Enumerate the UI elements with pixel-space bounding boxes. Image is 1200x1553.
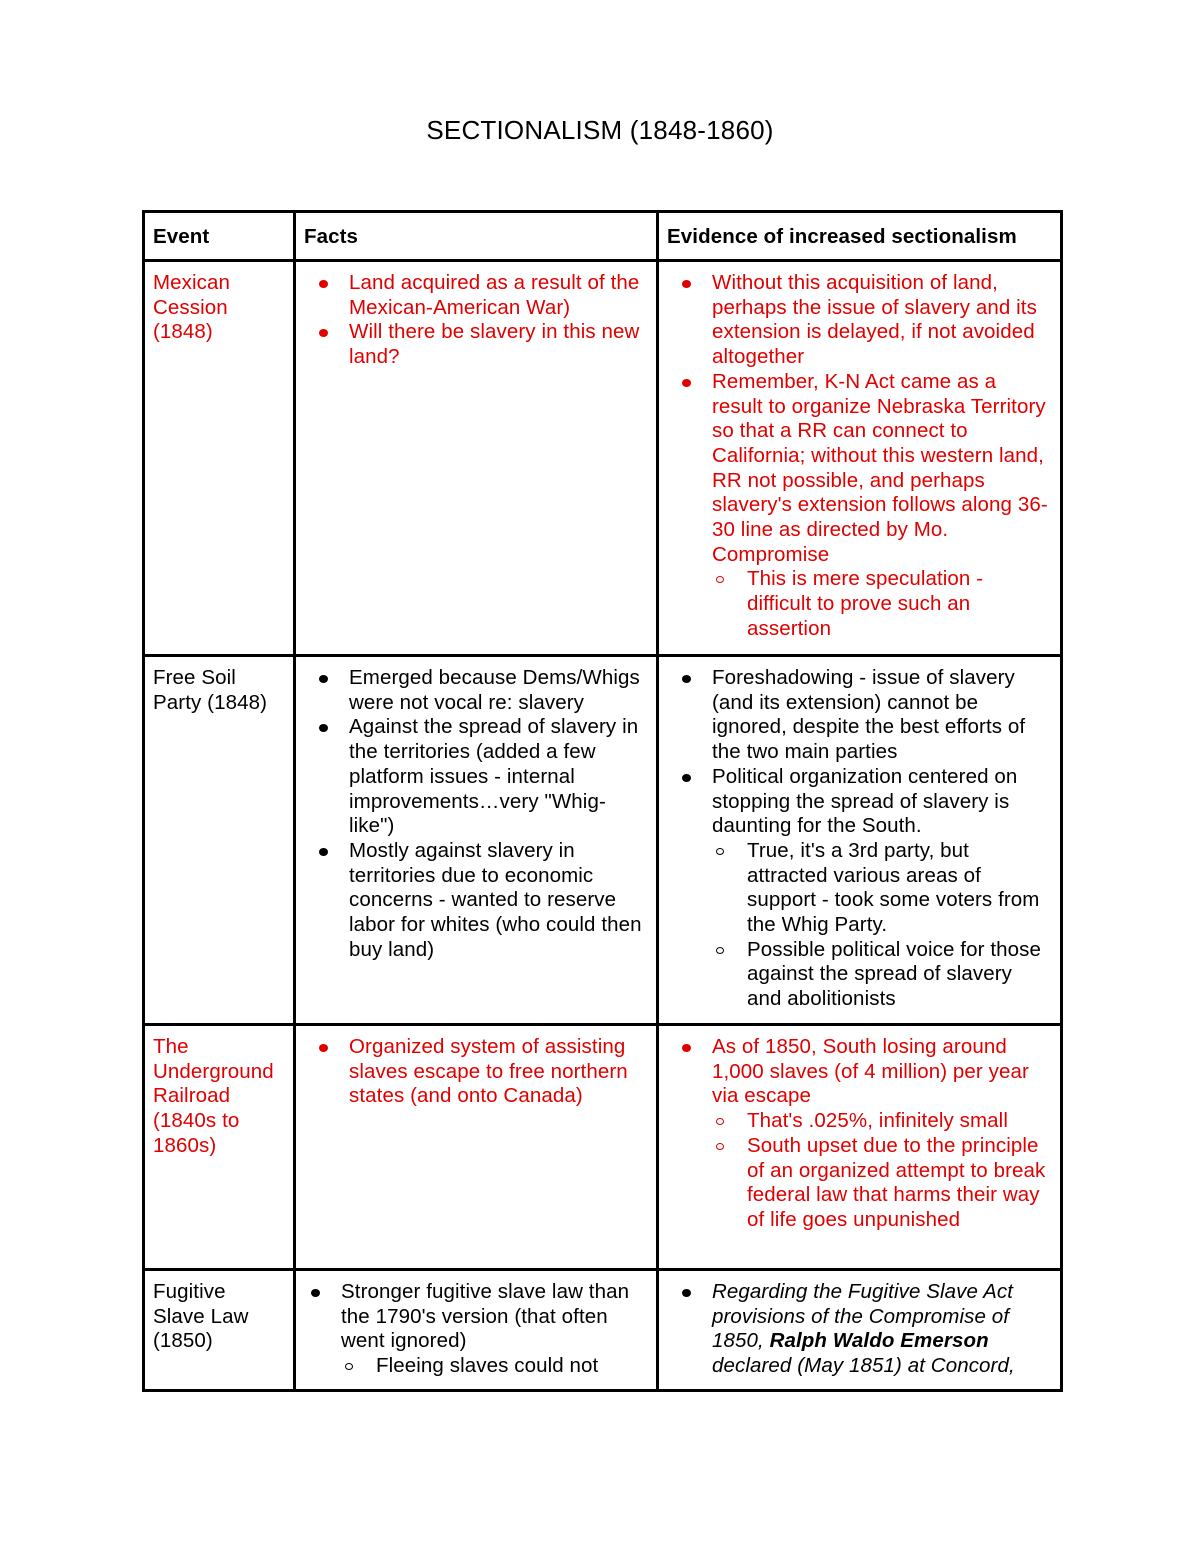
emerson-quote-context: declared (May 1851) at Concord, [712, 1354, 1015, 1378]
evidence-cell [658, 1025, 1062, 1270]
list-item: Without this acquisition of land, perhaps the issue of slavery and its extension is delayed, if not avoided altogether [712, 271, 1052, 370]
list-item-text: Political organization centered on stopping the spread of slavery is daunting for the South. [712, 764, 1018, 838]
sub-list-item: South upset due to the principle of an organized attempt to break federal law that harms their way of life goes unpunished [747, 1134, 1052, 1233]
event-cell: Fugitive Slave Law (1850) [144, 1270, 295, 1391]
event-cell: Free Soil Party (1848) [144, 656, 295, 1025]
facts-cell [295, 656, 658, 1025]
list-item-text: Remember, K-N Act came as a result to organize Nebraska Territory so that a RR can connect to California; without this western land, RR not possible, and perhaps slavery's extension follows along 36-30 line as directed by Mo. Compromise [712, 369, 1048, 566]
list-item [712, 1035, 1052, 1233]
table-row [144, 1025, 1062, 1270]
sub-list-item: That's .025%, infinitely small [747, 1109, 1052, 1134]
header-row [144, 212, 1062, 261]
sub-list-item: This is mere speculation - difficult to prove such an assertion [747, 567, 1052, 641]
list-item: Against the spread of slavery in the territories (added a few platform issues - internal improvements…very "Whig-like") [349, 715, 648, 839]
list-item: Land acquired as a result of the Mexican-American War) [349, 271, 648, 320]
list-item [712, 1280, 1052, 1379]
list-item-text: As of 1850, South losing around 1,000 slaves (of 4 million) per year via escape [712, 1035, 1029, 1108]
table-row [144, 656, 1062, 1025]
table-row [144, 261, 1062, 656]
evidence-cell [658, 1270, 1062, 1391]
header-facts: Facts [295, 212, 658, 261]
emerson-quote-intro: Regarding the Fugitive Slave Act provisions of the Compromise of 1850, [712, 1280, 1013, 1353]
header-event: Event [144, 212, 295, 261]
list-item: Organized system of assisting slaves escape to free northern states (and onto Canada) [349, 1035, 648, 1109]
facts-cell [295, 261, 658, 656]
facts-cell [295, 1025, 658, 1270]
list-item [712, 370, 1052, 642]
list-item-text: Stronger fugitive slave law than the 1790's version (that often went ignored) [341, 1280, 630, 1353]
page-title: SECTIONALISM (1848-1860) [426, 115, 774, 145]
table-row [144, 1270, 1062, 1391]
list-item [341, 1280, 648, 1379]
sub-list-item: True, it's a 3rd party, but attracted various areas of support - took some voters from the Whig Party. [747, 839, 1052, 938]
sectionalism-table [142, 210, 1063, 1392]
emerson-name: Ralph Waldo Emerson [769, 1329, 989, 1353]
sub-list-item: Fleeing slaves could not [376, 1354, 648, 1379]
evidence-cell [658, 656, 1062, 1025]
list-item: Mostly against slavery in territories due to economic concerns - wanted to reserve labor for whites (who could then buy land) [349, 839, 648, 963]
sub-list-item: Possible political voice for those against the spread of slavery and abolitionists [747, 938, 1052, 1012]
evidence-cell [658, 261, 1062, 656]
facts-cell [295, 1270, 658, 1391]
event-cell: The Underground Railroad (1840s to 1860s) [144, 1025, 295, 1270]
header-evidence: Evidence of increased sectionalism [658, 212, 1062, 261]
list-item: Emerged because Dems/Whigs were not vocal re: slavery [349, 666, 648, 715]
list-item [712, 765, 1052, 1012]
list-item: Will there be slavery in this new land? [349, 320, 648, 369]
list-item: Foreshadowing - issue of slavery (and its extension) cannot be ignored, despite the best efforts of the two main parties [712, 666, 1052, 765]
event-cell: Mexican Cession (1848) [144, 261, 295, 656]
